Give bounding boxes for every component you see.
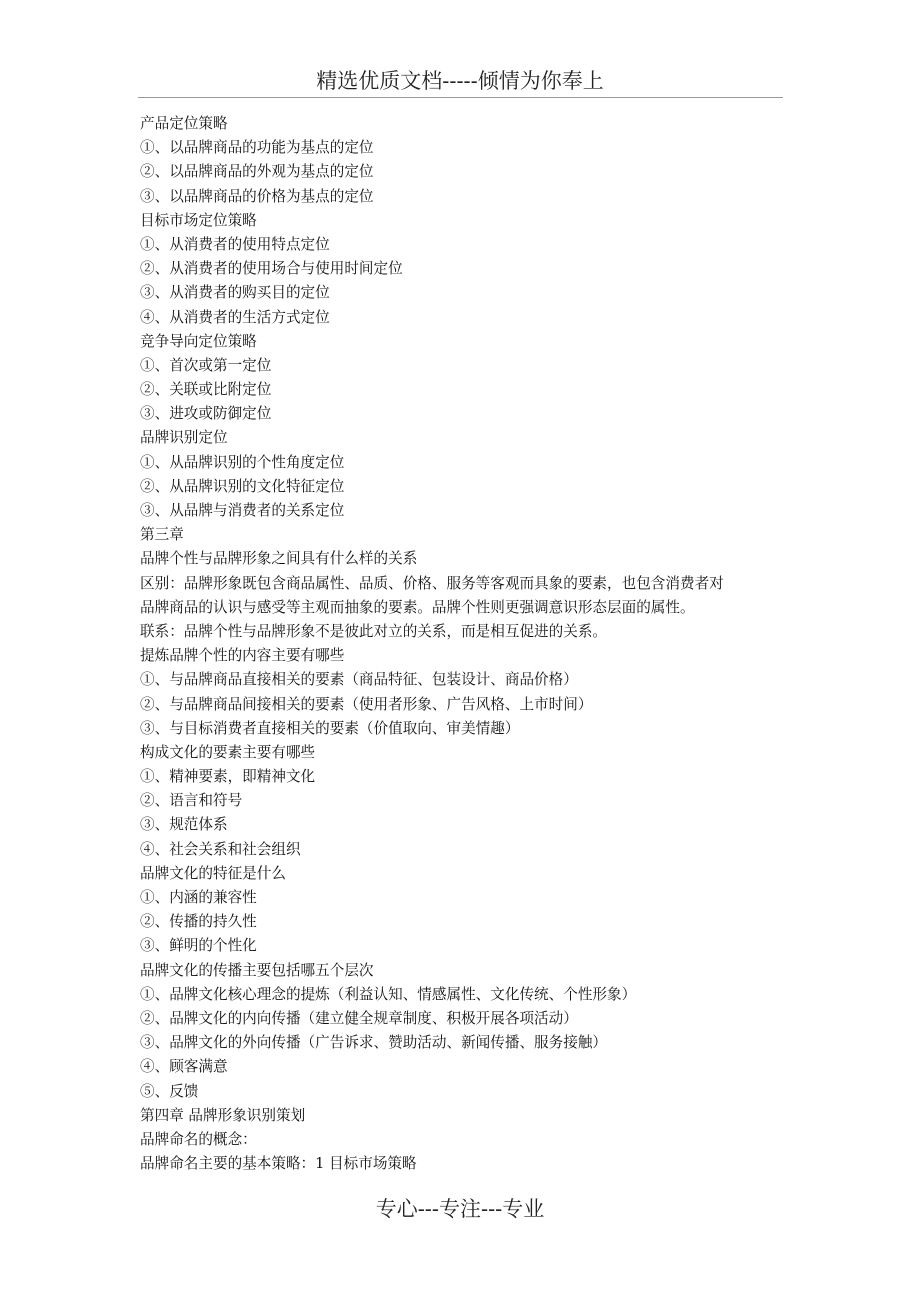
text-line: ⑤、反馈 bbox=[140, 1082, 199, 1100]
text-line: ①、从品牌识别的个性角度定位 bbox=[140, 453, 345, 471]
document-body bbox=[140, 112, 785, 1176]
text-line: ③、品牌文化的外向传播（广告诉求、赞助活动、新闻传播、服务接触） bbox=[140, 1034, 608, 1052]
text-line: 区别：品牌形象既包含商品属性、品质、价格、服务等客观而具象的要素，也包含消费者对 bbox=[140, 574, 724, 592]
text-line: 竞争导向定位策略 bbox=[140, 332, 257, 350]
header-divider bbox=[138, 97, 783, 98]
text-line: 提炼品牌个性的内容主要有哪些 bbox=[140, 647, 345, 665]
text-line: ②、关联或比附定位 bbox=[140, 381, 272, 399]
text-line: 目标市场定位策略 bbox=[140, 211, 257, 229]
text-line: 品牌个性与品牌形象之间具有什么样的关系 bbox=[140, 550, 418, 568]
text-line: 品牌命名的概念： bbox=[140, 1130, 257, 1148]
text-line: ④、顾客满意 bbox=[140, 1058, 228, 1076]
text-line: 品牌商品的认识与感受等主观而抽象的要素。品牌个性则更强调意识形态层面的属性。 bbox=[140, 598, 695, 616]
text-line: ②、品牌文化的内向传播（建立健全规章制度、积极开展各项活动） bbox=[140, 1009, 578, 1027]
text-line: ①、与品牌商品直接相关的要素（商品特征、包装设计、商品价格） bbox=[140, 671, 578, 689]
text-line: ①、首次或第一定位 bbox=[140, 356, 272, 374]
text-line: ①、以品牌商品的功能为基点的定位 bbox=[140, 139, 374, 157]
text-line: ①、内涵的兼容性 bbox=[140, 889, 257, 906]
text-line: ②、传播的持久性 bbox=[140, 913, 257, 931]
text-line: ④、从消费者的生活方式定位 bbox=[140, 308, 330, 326]
text-line: ④、社会关系和社会组织 bbox=[140, 840, 301, 858]
text-line: ③、以品牌商品的价格为基点的定位 bbox=[140, 187, 374, 205]
text-line: ③、从消费者的购买目的定位 bbox=[140, 284, 330, 302]
text-line: ③、鲜明的个性化 bbox=[140, 937, 257, 955]
text-line: ③、进攻或防御定位 bbox=[140, 405, 272, 423]
text-line: ①、从消费者的使用特点定位 bbox=[140, 235, 330, 253]
text-line: ②、从消费者的使用场合与使用时间定位 bbox=[140, 260, 403, 278]
text-line: ②、从品牌识别的文化特征定位 bbox=[140, 477, 345, 495]
text-line: 联系：品牌个性与品牌形象不是彼此对立的关系，而是相互促进的关系。 bbox=[140, 622, 608, 640]
text-line: ③、从品牌与消费者的关系定位 bbox=[140, 502, 345, 519]
page-header: 精选优质文档-----倾情为你奉上 bbox=[316, 69, 604, 93]
text-line: ②、与品牌商品间接相关的要素（使用者形象、广告风格、上市时间） bbox=[140, 695, 593, 713]
text-line: 品牌文化的传播主要包括哪五个层次 bbox=[140, 961, 374, 979]
text-line: 第三章 bbox=[140, 526, 184, 544]
text-line: 品牌文化的特征是什么 bbox=[140, 864, 286, 882]
text-line: ①、品牌文化核心理念的提炼（利益认知、情感属性、文化传统、个性形象） bbox=[140, 985, 637, 1003]
text-line: 品牌命名主要的基本策略：1 目标市场策略 bbox=[140, 1155, 417, 1173]
text-line: ③、规范体系 bbox=[140, 816, 228, 834]
text-line: ②、语言和符号 bbox=[140, 792, 243, 810]
text-line: 品牌识别定位 bbox=[140, 429, 228, 447]
text-line: 第四章 品牌形象识别策划 bbox=[140, 1106, 306, 1124]
text-line: ②、以品牌商品的外观为基点的定位 bbox=[140, 163, 374, 181]
page-footer: 专心---专注---专业 bbox=[375, 1197, 545, 1221]
text-line: ③、与目标消费者直接相关的要素（价值取向、审美情趣） bbox=[140, 719, 520, 737]
text-line: 构成文化的要素主要有哪些 bbox=[140, 743, 316, 761]
text-line: 产品定位策略 bbox=[140, 115, 228, 132]
text-line: ①、精神要素，即精神文化 bbox=[140, 768, 316, 786]
